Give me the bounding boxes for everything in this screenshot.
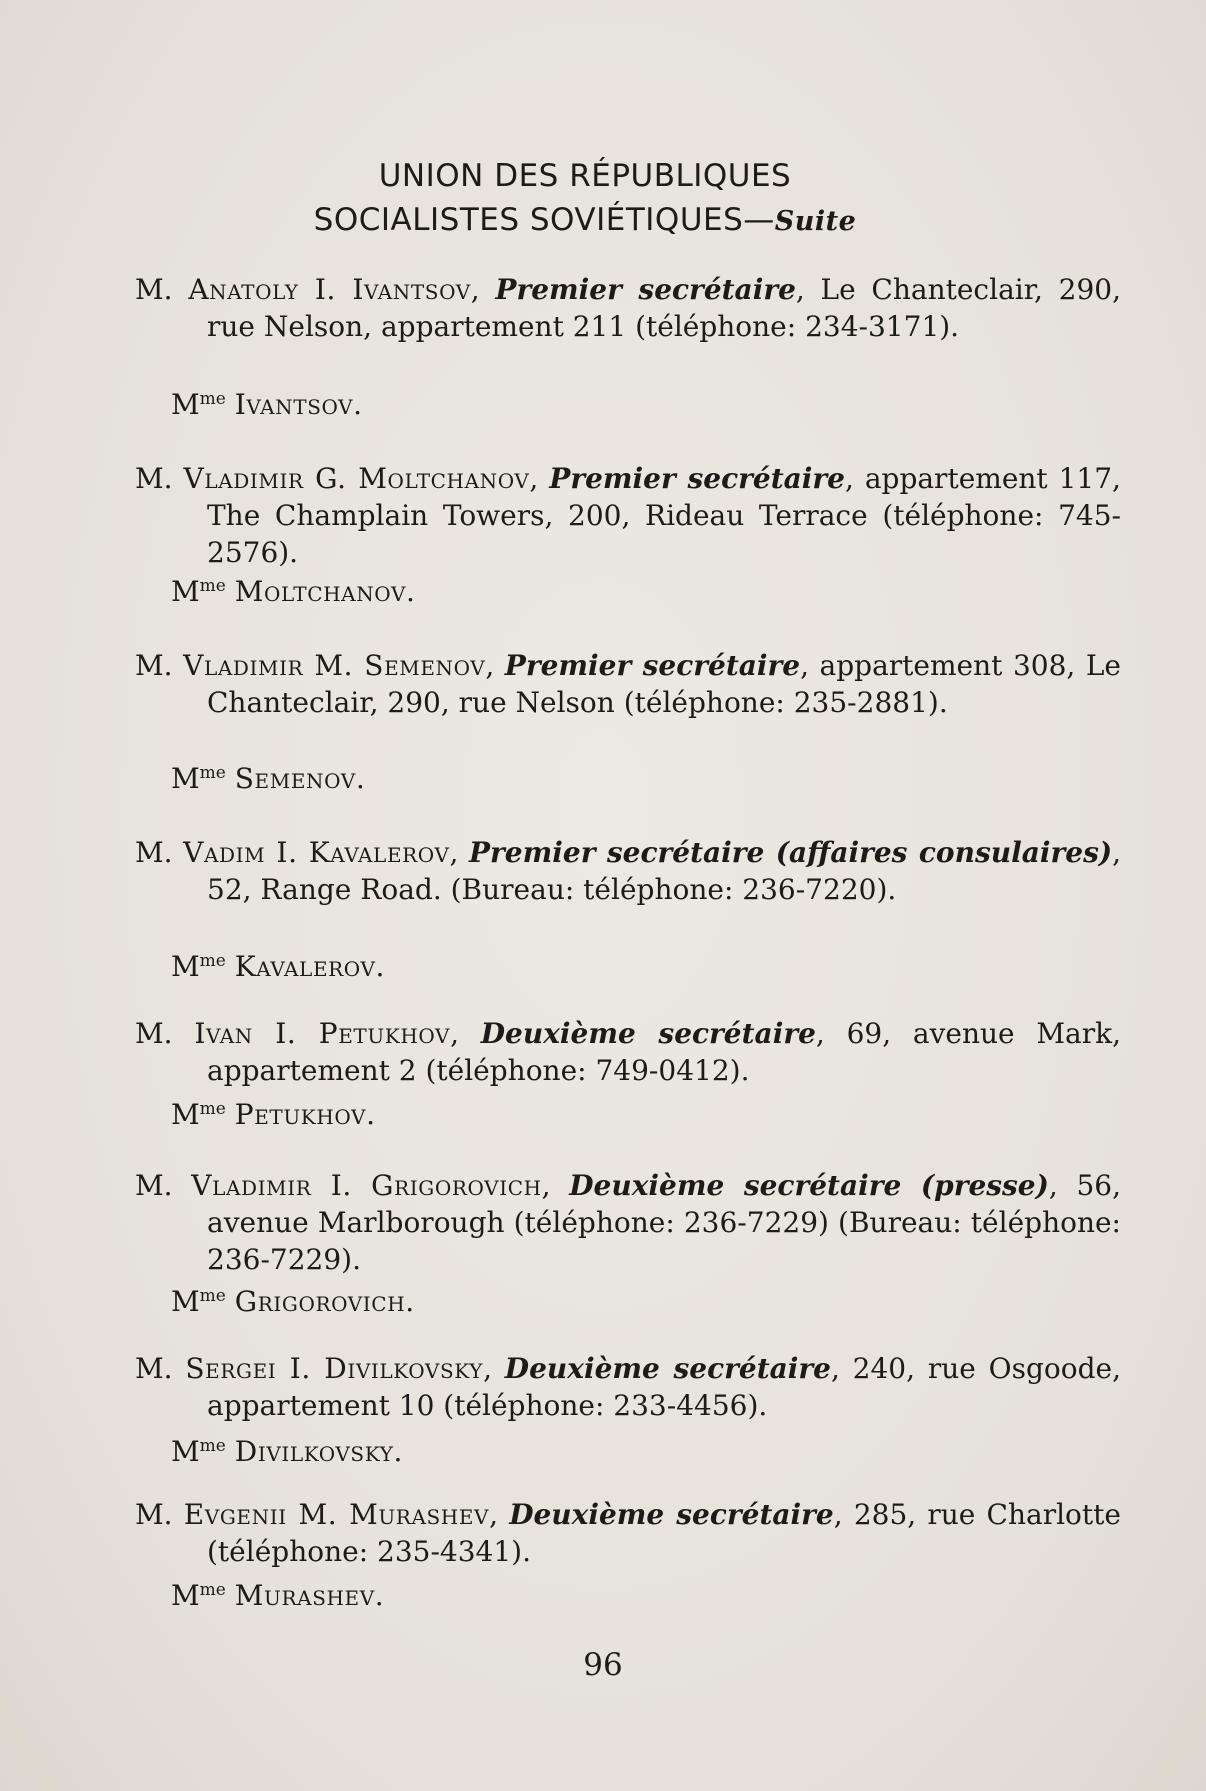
spouse-entry	[171, 1433, 403, 1470]
spouse-prefix: M	[171, 950, 200, 983]
entry-title: Premier secrétaire	[495, 273, 796, 306]
entry-details: , appartement 117, The Champlain Towers, 200, Rideau Terrace (téléphone: 745-2576).	[207, 462, 1121, 569]
spouse-prefix: M	[171, 388, 200, 421]
entry-title: Deuxième secrétaire	[509, 1498, 834, 1531]
spouse-name: Petukhov.	[234, 1098, 376, 1131]
entry-name: Vladimir I. Grigorovich	[191, 1169, 542, 1202]
entry-title: Premier secrétaire	[504, 649, 801, 682]
entry-prefix: M.	[135, 649, 184, 682]
page-heading-line-1	[0, 158, 1170, 194]
spouse-sup: me	[199, 951, 226, 971]
directory-entry: M. Sergei I. Divilkovsky, Deuxième secrétaire, 240, rue Osgoode, appartement 10 (téléphone: 233-4456).	[135, 1352, 1121, 1422]
entry-details: , 56, avenue Marlborough (téléphone: 236-7229) (Bureau: téléphone: 236-7229).	[207, 1169, 1121, 1276]
entry-details: , 52, Range Road. (Bureau: téléphone: 236-7220).	[207, 836, 1121, 906]
spouse-sup: me	[199, 1286, 226, 1306]
spouse-entry	[171, 1096, 376, 1133]
spouse-entry	[171, 1283, 415, 1320]
directory-entry: M. Vladimir G. Moltchanov, Premier secrétaire, appartement 117, The Champlain Towers, 200, Rideau Terrace (téléphone: 745-2576).	[135, 462, 1121, 569]
spouse-sup: me	[199, 389, 226, 409]
entry-name: Anatoly I. Ivantsov	[188, 273, 471, 306]
spouse-name: Ivantsov.	[234, 388, 363, 421]
spouse-sup: me	[199, 1436, 226, 1456]
spouse-name: Grigorovich.	[234, 1285, 415, 1318]
entry-prefix: M.	[135, 836, 184, 869]
entry-title: Deuxième secrétaire	[480, 1017, 816, 1050]
entry-details: , Le Chanteclair, 290, rue Nelson, appartement 211 (téléphone: 234-3171).	[207, 273, 1121, 343]
spouse-sup: me	[199, 1099, 226, 1119]
spouse-sup: me	[199, 1580, 226, 1600]
page-number: 96	[583, 1647, 623, 1683]
spouse-prefix: M	[171, 1579, 200, 1612]
spouse-entry	[171, 1577, 384, 1614]
heading-text: UNION DES RÉPUBLIQUES	[378, 158, 792, 194]
spouse-prefix: M	[171, 1435, 200, 1468]
entry-prefix: M.	[135, 1017, 195, 1050]
entry-prefix: M.	[135, 273, 189, 306]
spouse-prefix: M	[171, 575, 200, 608]
spouse-entry	[171, 760, 365, 797]
entry-name: Evgenii M. Murashev	[183, 1498, 490, 1531]
directory-entry: M. Vladimir I. Grigorovich, Deuxième secrétaire (presse), 56, avenue Marlborough (téléphone: 236-7229) (Bureau: téléphone: 236-7229).	[135, 1169, 1121, 1276]
spouse-prefix: M	[171, 1285, 200, 1318]
entry-name: Vadim I. Kavalerov	[183, 836, 450, 869]
page-heading-line-2	[0, 202, 1170, 238]
heading-suite: Suite	[774, 206, 857, 237]
entry-details: , 69, avenue Mark, appartement 2 (téléphone: 749-0412).	[207, 1017, 1121, 1087]
spouse-entry	[171, 573, 416, 610]
spouse-entry	[171, 948, 385, 985]
heading-text: SOCIALISTES SOVIÉTIQUES—	[313, 202, 775, 238]
spouse-name: Divilkovsky.	[234, 1435, 404, 1468]
spouse-name: Semenov.	[234, 762, 366, 795]
entry-name: Ivan I. Petukhov	[194, 1017, 451, 1050]
spouse-name: Murashev.	[234, 1579, 385, 1612]
entry-prefix: M.	[135, 1169, 192, 1202]
entry-title: Premier secrétaire (affaires consulaires)	[469, 836, 1113, 869]
directory-entry: M. Vadim I. Kavalerov, Premier secrétaire (affaires consulaires), 52, Range Road. (Bureau: téléphone: 236-7220).	[135, 836, 1121, 906]
entry-name: Vladimir G. Moltchanov	[183, 462, 530, 495]
entry-details: , appartement 308, Le Chanteclair, 290, rue Nelson (téléphone: 235-2881).	[207, 649, 1121, 719]
directory-entry: M. Ivan I. Petukhov, Deuxième secrétaire, 69, avenue Mark, appartement 2 (téléphone: 749-0412).	[135, 1017, 1121, 1087]
spouse-prefix: M	[171, 762, 200, 795]
entry-name: Sergei I. Divilkovsky	[185, 1352, 484, 1385]
spouse-sup: me	[199, 576, 226, 596]
entry-details: , 285, rue Charlotte (téléphone: 235-4341).	[207, 1498, 1121, 1568]
entry-details: , 240, rue Osgoode, appartement 10 (téléphone: 233-4456).	[207, 1352, 1121, 1422]
spouse-prefix: M	[171, 1098, 200, 1131]
entry-prefix: M.	[135, 462, 184, 495]
spouse-name: Kavalerov.	[234, 950, 385, 983]
entry-prefix: M.	[135, 1352, 186, 1385]
entry-prefix: M.	[135, 1498, 184, 1531]
directory-entry: M. Evgenii M. Murashev, Deuxième secrétaire, 285, rue Charlotte (téléphone: 235-4341).	[135, 1498, 1121, 1568]
spouse-entry	[171, 386, 363, 423]
entry-title: Premier secrétaire	[549, 462, 845, 495]
entry-title: Deuxième secrétaire (presse)	[569, 1169, 1049, 1202]
directory-entry: M. Anatoly I. Ivantsov, Premier secrétaire, Le Chanteclair, 290, rue Nelson, appartement 211 (téléphone: 234-3171).	[135, 273, 1121, 343]
spouse-name: Moltchanov.	[234, 575, 416, 608]
entry-name: Vladimir M. Semenov	[183, 649, 486, 682]
directory-entry: M. Vladimir M. Semenov, Premier secrétaire, appartement 308, Le Chanteclair, 290, rue Nelson (téléphone: 235-2881).	[135, 649, 1121, 719]
spouse-sup: me	[199, 763, 226, 783]
entry-title: Deuxième secrétaire	[504, 1352, 831, 1385]
